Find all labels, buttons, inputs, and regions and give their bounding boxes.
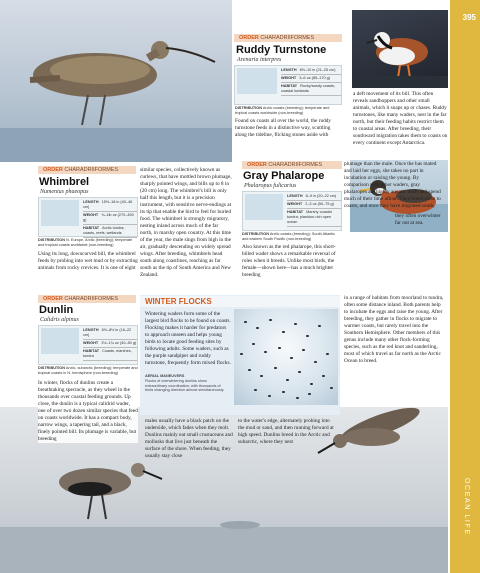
page-number: 395 (462, 13, 476, 22)
turnstone-name: Ruddy Turnstone (236, 44, 327, 56)
dunlin-body-2: males usually have a black patch on the underside, which fades when they molt. Dunlins mainly eat small crustaceans and mollusks that live just beneath the surface of the shore. When feeding, they usually stay close (145, 418, 233, 459)
whimbrel-scientific: Numenius phaeopus (40, 189, 89, 195)
aerial-maneuvers-text: Flocks of overwintering dunlins show extraordinary coordination, with thousands of birds changing direction almost simultaneously. (145, 379, 225, 393)
dunlin-scientific: Calidris alpinus (40, 317, 79, 323)
dunlin-stats: LENGTH 6½–8½ in (16–22 cm) WEIGHT 1½–1¾ oz (40–50 g) HABITAT Coasts, marshes, tundra (83, 327, 137, 361)
phalarope-scientific: Phalaropus fulicarius (244, 183, 297, 189)
turnstone-scientific: Arenaria interpres (237, 57, 282, 63)
dunlin-distribution: DISTRIBUTION Arctic, subarctic (breeding); temperate and tropical coasts in N. hemisphere (non-breeding) (38, 366, 138, 375)
phalarope-distribution: DISTRIBUTION Arctic coasts (breeding); South Atlantic and eastern South Pacific (non-breeding) (242, 232, 336, 241)
whimbrel-body-2: similar species, collectively known as curlews, that have mottled brown plumage, sharply pointed wings, and bills up to 8 in (20 cm) long. The whimbrel's bill is only half this length, but it is a precision instrument, with sensitive nerve-endings at its tip that enable the bird to feel for buried food. The whimbrel is strongly migratory, nesting inland across much of the far north, in marshy open country. At this time of the year, the male sings from high in the air, gradually descending on widely spread wings. After breeding, whimbrels head south along coastlines, reaching as far south as the tip of South America and New Zealand. (140, 167, 232, 278)
dunlin-map (41, 328, 79, 354)
whimbrel-body-1: Using its long, downcurved bill, the whimbrel feeds by probing into wet mud or by extracting animals from rocky crevices. It is one of eight (38, 251, 138, 271)
turnstone-illustration (352, 10, 448, 88)
section-label (463, 478, 470, 480)
phalarope-body-1: Also known as the red phalarope, this short-billed wader shows a remarkable reversal of roles when it breeds. Unlike most birds, the female—shown here—has a much brighter breeding (242, 244, 336, 278)
whimbrel-stats: LENGTH 15½–18 in (40–46 cm) WEIGHT ¾–1lb oz (270–450 g) HABITAT Arctic tundra; coasts, reefs, wetlands (83, 199, 137, 238)
whimbrel-map-box (38, 197, 138, 237)
turnstone-distribution: DISTRIBUTION Arctic coasts (breeding); temperate and tropical coasts worldwide (non-breeding) (235, 106, 330, 115)
phalarope-order: ORDER CHARADRIIFORMES (242, 161, 342, 169)
turnstone-map (237, 68, 277, 94)
turnstone-order: ORDER CHARADRIIFORMES (234, 34, 342, 42)
whimbrel-illustration (0, 0, 232, 162)
turnstone-body-2: a deft movement of its bill. This often reveals sandhoppers and other small animals, which it snaps up or chases. Ruddy turnstones, like many waders, nest in the far north, but their feeding habits restrict them to coastal areas. After breeding, their southward migration takes them to coasts on every continent except Antarctica. (353, 91, 448, 146)
dunlin-body-1: In winter, flocks of dunlins create a breathtaking spectacle, as they wheel in the thousands over coastal feeding grounds. Up close, the dunlin is a typical calidrid wader, one of over two dozen similar species that feed on coasts worldwide. It has a compact body, narrow wings, a tapering tail, and a black, finely pointed bill. Its plumage is variable, but breeding (38, 380, 138, 442)
turnstone-body-1: Found on coasts all over the world, the ruddy turnstone feeds in a distinctive way, scuttling along the tideline, flicking stones aside with (235, 118, 332, 138)
whimbrel-name: Whimbrel (39, 176, 90, 188)
flock-photo (234, 309, 338, 405)
dunlin-name: Dunlin (39, 304, 74, 316)
whimbrel-distribution: DISTRIBUTION N. Europe, Arctic (breeding); temperate and tropical coasts worldwide (non-breeding) (38, 238, 133, 247)
winter-flocks-title: WINTER FLOCKS (140, 296, 340, 307)
phalarope-stats: LENGTH 8–9 in (20–22 cm) WEIGHT 2–3 oz (50–75 g) HABITAT Marshy coastal tundra; plankton-rich open ocean (287, 193, 341, 227)
whimbrel-map (41, 200, 79, 226)
aerial-maneuvers-title: AERIAL MANEUVERS (145, 374, 185, 378)
whimbrel-photo (0, 0, 232, 162)
phalarope-map (245, 194, 283, 220)
whimbrel-order: ORDER CHARADRIIFORMES (38, 166, 136, 174)
turnstone-map-box (234, 65, 342, 105)
phalarope-body-2b: they often overwinter far out at sea. (395, 213, 441, 226)
turnstone-stats: LENGTH 8½–10 in (21–25 cm) WEIGHT 3–6 oz (85–170 g) HABITAT Rocky/sandy coasts; coastal lowlands (281, 67, 341, 96)
turnstone-photo (352, 10, 448, 88)
dunlin-body-4: in a range of habitats from moorland to tundra, often some distance inland. Both parents help to incubate the eggs and raise the young. After breeding, they gather in flocks to migrate to warmer coasts, but rarely travel into the Southern Hemisphere. Other members of this genus include many other flock-forming species, such as the red knot and sanderling, most of which travel as far north as the Arctic Ocean to breed. (344, 295, 444, 364)
dunlin-order: ORDER CHARADRIIFORMES (38, 295, 136, 303)
phalarope-map-box (242, 191, 342, 231)
dunlin-map-box (38, 325, 138, 365)
dunlin-body-3: to the water's edge, alternately probing into the mud or sand, and then running forward at high speed. Dunlins breed in the Arctic and subarctic, where they nest (238, 418, 334, 445)
winter-flocks-text: Wintering waders form some of the largest bird flocks to be found on coasts. Flocking makes it harder for predators to approach unseen and helps young birds to locate good feeding sites by following adults. Some waders, such as the purple sandpiper and ruddy turnstone, frequently form mixed flocks. (145, 311, 231, 366)
phalarope-body-2a: plumage than the male. Once the has mated and laid her eggs, she takes no part in incubation or raising the young. By comparison with other waders, gray phalaropes are highly aquatic birds and spend much of their time afloat. They breed close to coasts, and once they have migrated south, (344, 161, 441, 209)
phalarope-name: Gray Phalarope (243, 170, 325, 182)
